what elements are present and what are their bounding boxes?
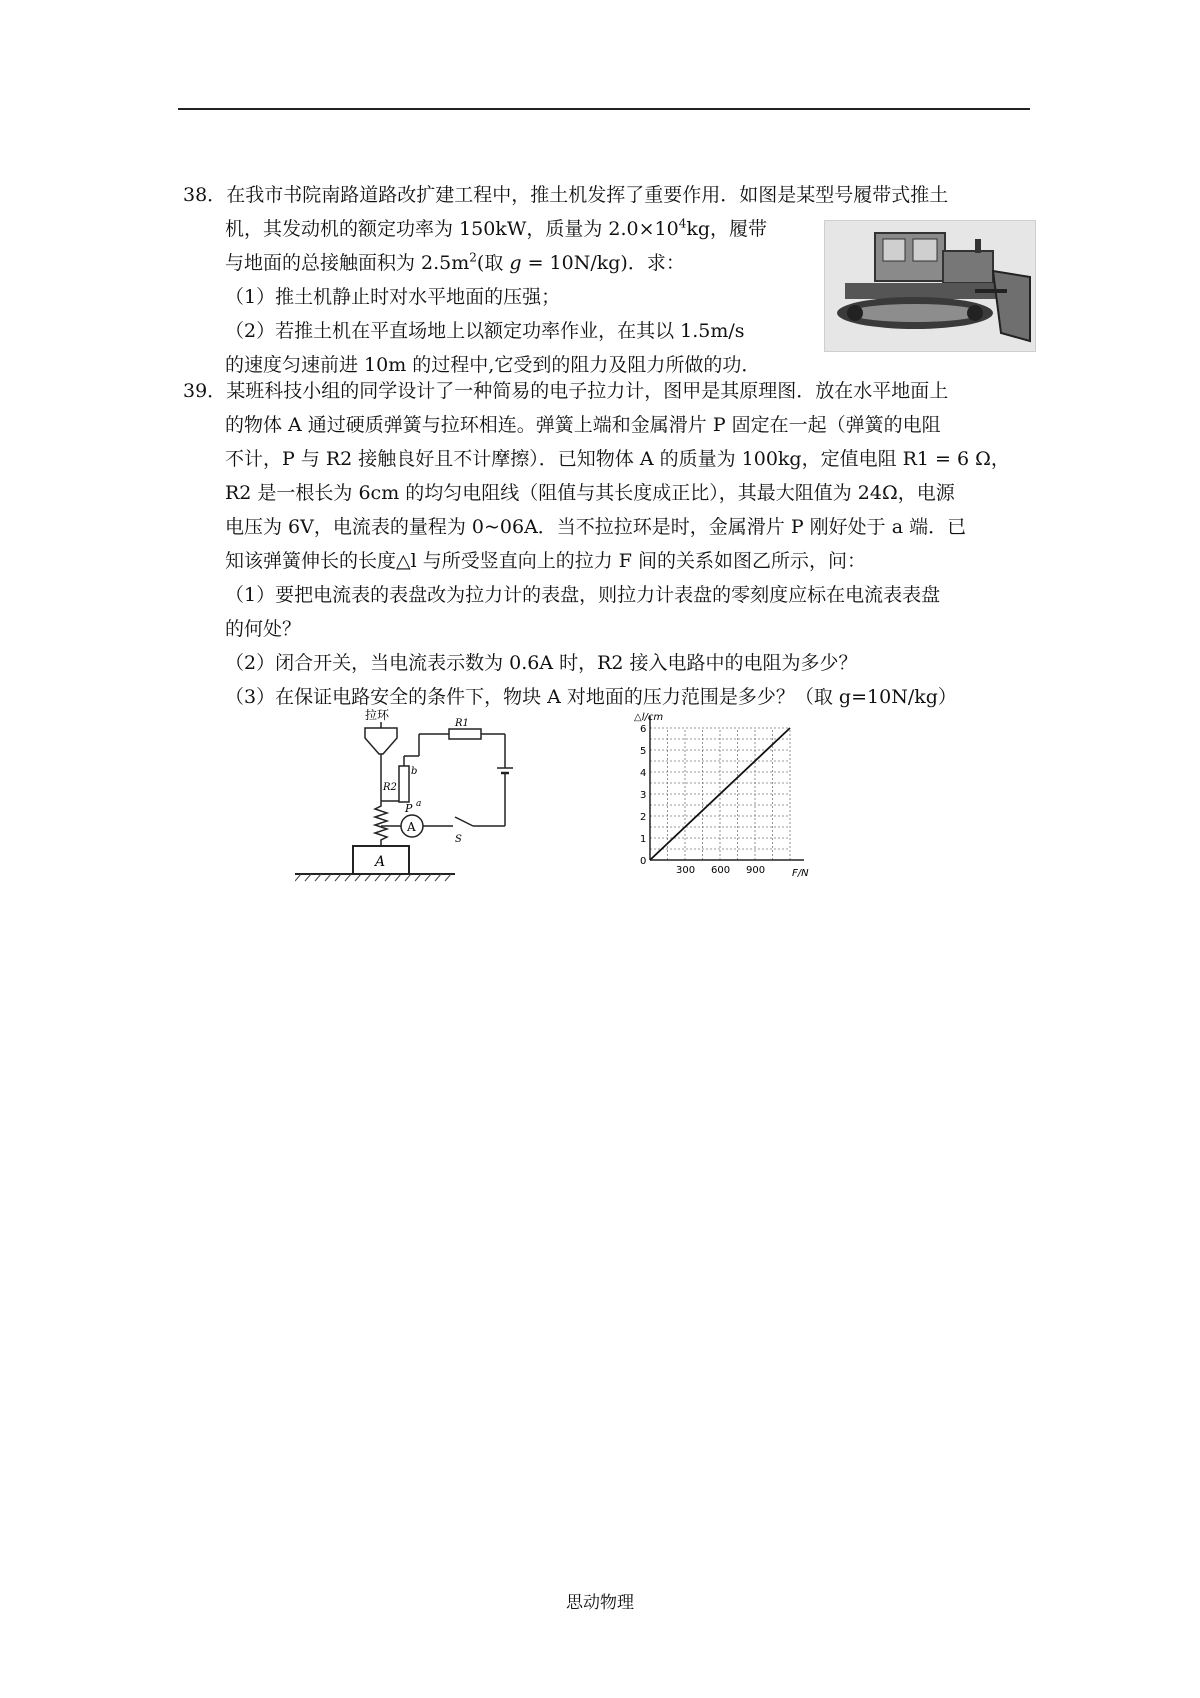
q39-line-5: 电压为 6V，电流表的量程为 0~06A．当不拉拉环是时，金属滑片 P 刚好处于 a 端．已: [225, 516, 967, 538]
q39-number: 39．: [183, 380, 227, 402]
q39-line-6: 知该弹簧伸长的长度△l 与所受竖直向上的拉力 F 间的关系如图乙所示，问：: [225, 550, 866, 572]
q39-line-2: 的物体 A 通过硬质弹簧与拉环相连。弹簧上端和金属滑片 P 固定在一起（弹簧的电阻: [225, 414, 941, 436]
block-a-label: A: [375, 854, 386, 870]
resistor-r2: [399, 766, 409, 802]
q38-sub-1: （1）推土机静止时对水平地面的压强；: [225, 286, 561, 308]
end-a-label: a: [416, 799, 422, 809]
ring-label: 拉环: [365, 708, 390, 722]
y-tick-label: 4: [640, 768, 647, 779]
spring: [375, 801, 387, 846]
x-tick-label: 600: [711, 865, 731, 876]
end-b-label: b: [411, 766, 418, 777]
q39-sub-1: （1）要把电流表的表盘改为拉力计的表盘，则拉力计表盘的零刻度应标在电流表表盘: [225, 584, 941, 606]
pull-ring: [365, 728, 397, 754]
y-tick-label: 6: [640, 724, 647, 735]
footer-text: 思动物理: [566, 1593, 634, 1613]
circuit-diagram: [295, 706, 555, 882]
x-tick-label: 900: [746, 865, 766, 876]
q39-sub-3: （3）在保证电路安全的条件下，物块 A 对地面的压力范围是多少？（取 g=10N/kg）: [225, 686, 957, 708]
y-tick-label: 0: [640, 856, 647, 867]
q39-sub-1-cont: 的何处？: [225, 618, 302, 640]
r2-label: R2: [383, 782, 397, 793]
question-39: [183, 374, 1010, 714]
q39-line-4: R2 是一根长为 6cm 的均匀电阻线（阻值与其长度成正比），其最大阻值为 24Ω，电源: [225, 482, 955, 504]
q38-line-6: 的速度匀速前进 10m 的过程中,它受到的阻力及阻力所做的功．: [225, 354, 761, 376]
x-axis-label: F/N: [792, 868, 809, 879]
switch-label: S: [455, 834, 462, 845]
header-rule: [178, 108, 1030, 110]
y-tick-label: 3: [640, 790, 647, 801]
r1-label: R1: [455, 718, 469, 729]
switch-s: [455, 817, 473, 826]
y-tick-label: 5: [640, 746, 647, 757]
bulldozer-illustration: [825, 221, 1035, 351]
q39-sub-2: （2）闭合开关，当电流表示数为 0.6A 时，R2 接入电路中的电阻为多少？: [225, 652, 858, 674]
y-tick-label: 1: [640, 834, 647, 845]
bulldozer-photo: [824, 220, 1036, 352]
q38-line-2: 机，其发动机的额定功率为 150kW，质量为 $2.0\times 10^4kg$，履带: [225, 216, 768, 240]
y-tick-label: 2: [640, 812, 647, 823]
slider-p-label: P: [405, 802, 413, 815]
y-tick-labels: [640, 724, 646, 867]
extension-force-chart: [622, 710, 822, 880]
y-axis-label: △l/cm: [634, 712, 664, 723]
x-tick-labels: [676, 865, 765, 876]
ammeter-label: A: [407, 820, 416, 834]
q38-sub-2: （2）若推土机在平直场地上以额定功率作业，在其以 1.5m/s: [225, 320, 745, 342]
ground-hatch: [295, 874, 451, 881]
chart-svg: [622, 710, 822, 880]
x-tick-label: 300: [676, 865, 696, 876]
q38-line-3: 与地面的总接触面积为 $2.5m^2$(取 g = 10N/kg)．求：: [225, 250, 685, 274]
resistor-r1: [449, 729, 481, 739]
q38-line-1: 38．在我市书院南路道路改扩建工程中，推土机发挥了重要作用．如图是某型号履带式推土: [183, 184, 949, 206]
q38-number: 38．: [183, 184, 227, 206]
q39-line-1: 39．某班科技小组的同学设计了一种简易的电子拉力计，图甲是其原理图．放在水平地面上: [183, 380, 949, 402]
q39-line-3: 不计，P 与 R2 接触良好且不计摩擦）．已知物体 A 的质量为 100kg，定值电阻 R1 = 6 Ω，: [225, 448, 1010, 470]
